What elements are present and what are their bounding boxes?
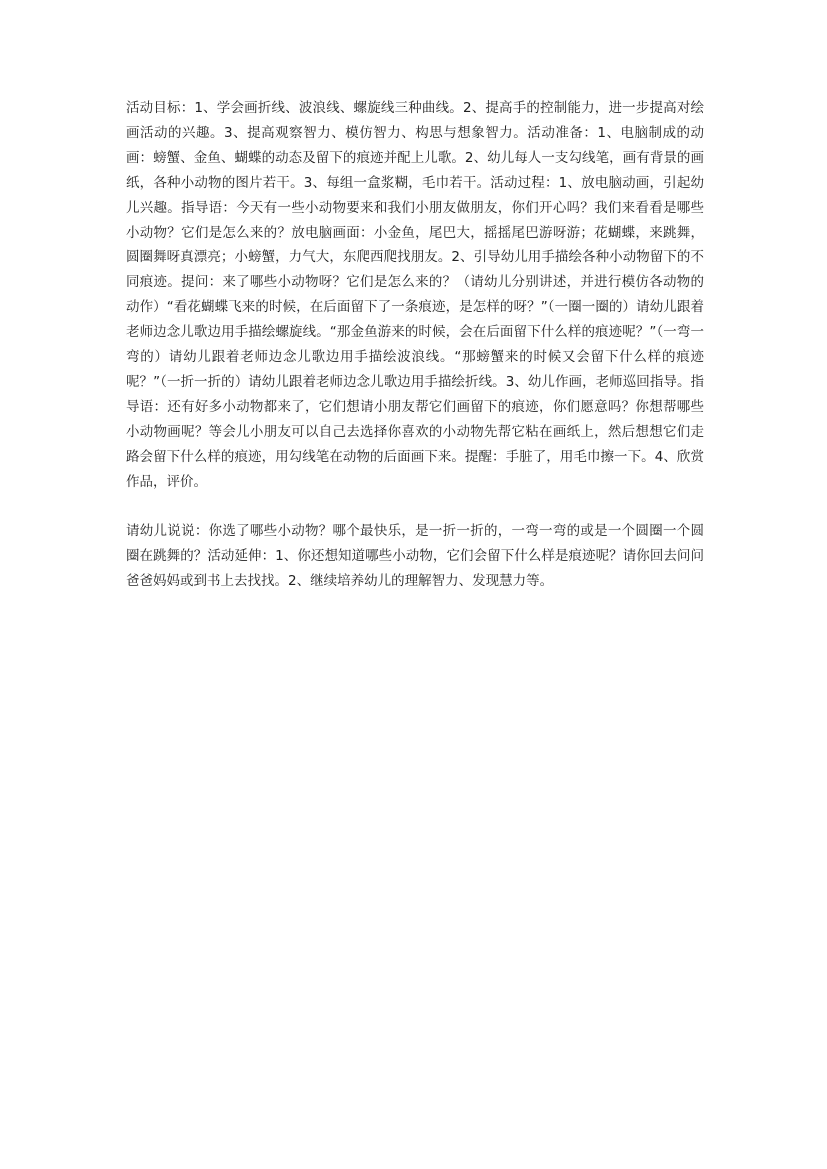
activity-extension-paragraph: 请幼儿说说：你选了哪些小动物？哪个最快乐，是一折一折的，一弯一弯的或是一个圆圈一个圆圈在跳舞的？活动延伸：1、你还想知道哪些小动物，它们会留下什么样是痕迹呢？请你回去问问爸爸妈妈或到书上去找找。2、继续培养幼儿的理解智力、发现慧力等。: [126, 523, 704, 589]
document-page: [126, 96, 704, 594]
activity-plan-paragraph: 活动目标：1、学会画折线、波浪线、螺旋线三种曲线。2、提高手的控制能力，进一步提高对绘画活动的兴趣。3、提高观察智力、模仿智力、构思与想象智力。活动准备：1、电脑制成的动画：螃蟹、金鱼、蝴蝶的动态及留下的痕迹并配上儿歌。2、幼儿每人一支勾线笔，画有背景的画纸，各种小动物的图片若干。3、每组一盒浆糊，毛巾若干。活动过程：1、放电脑动画，引起幼儿兴趣。指导语：今天有一些小动物要来和我们小朋友做朋友，你们开心吗？我们来看看是哪些小动物？它们是怎么来的？放电脑画面：小金鱼，尾巴大，摇摇尾巴游呀游；花蝴蝶，来跳舞，圆圈舞呀真漂亮；小螃蟹，力气大，东爬西爬找朋友。2、引导幼儿用手描绘各种小动物留下的不同痕迹。提问：来了哪些小动物呀？它们是怎么来的？（请幼儿分别讲述，并进行模仿各动物的动作）“看花蝴蝶飞来的时候，在后面留下了一条痕迹，是怎样的呀？”（一圈一圈的）请幼儿跟着老师边念儿歌边用手描绘螺旋线。“那金鱼游来的时候，会在后面留下什么样的痕迹呢？”（一弯一弯的）请幼儿跟着老师边念儿歌边用手描绘波浪线。“那螃蟹来的时候又会留下什么样的痕迹呢？”（一折一折的）请幼儿跟着老师边念儿歌边用手描绘折线。3、幼儿作画，老师巡回指导。指导语：还有好多小动物都来了，它们想请小朋友帮它们画留下的痕迹，你们愿意吗？你想帮哪些小动物画呢？等会儿小朋友可以自己去选择你喜欢的小动物先帮它粘在画纸上，然后想想它们走路会留下什么样的痕迹，用勾线笔在动物的后面画下来。提醒：手脏了，用毛巾擦一下。4、欣赏作品，评价。: [126, 100, 704, 490]
